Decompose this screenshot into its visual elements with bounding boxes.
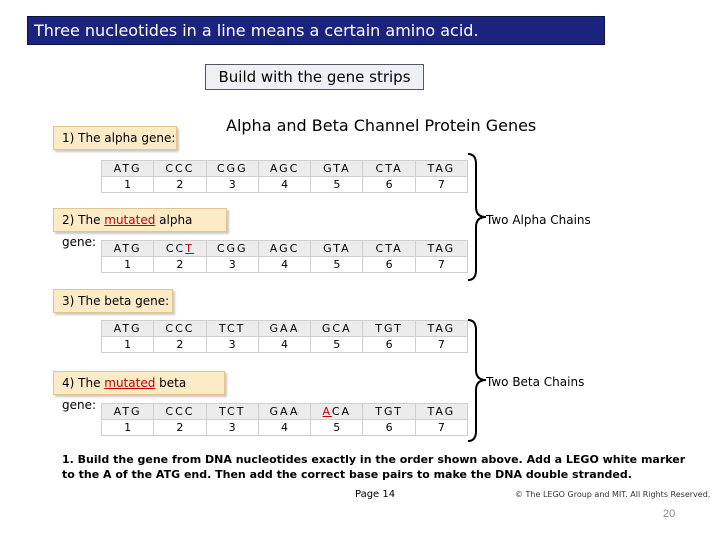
codon-mutated <box>311 404 363 420</box>
codon: ATG <box>102 161 154 177</box>
codon-row-4 <box>102 404 468 420</box>
codon: CCC <box>154 404 206 420</box>
codon-number: 4 <box>258 257 310 273</box>
codon-number: 5 <box>311 337 363 353</box>
codon-number: 2 <box>154 337 206 353</box>
codon-number: 1 <box>102 420 154 436</box>
slide-number: 20 <box>663 508 676 520</box>
codon: GCA <box>311 321 363 337</box>
codon-number: 7 <box>415 257 467 273</box>
codon-number: 4 <box>258 420 310 436</box>
codon-number: 6 <box>363 337 415 353</box>
codon-number: 1 <box>102 257 154 273</box>
codon: GTA <box>311 161 363 177</box>
codon-mutated <box>154 241 206 257</box>
codon: AGC <box>258 241 310 257</box>
gene-label-2-mutated: mutated <box>104 213 156 227</box>
codon-number: 2 <box>154 177 206 193</box>
codon-number: 2 <box>154 420 206 436</box>
gene-label-3 <box>53 289 173 313</box>
codon: TCT <box>206 404 258 420</box>
codon: AGC <box>258 161 310 177</box>
codon-number: 4 <box>258 177 310 193</box>
codon-number: 3 <box>206 257 258 273</box>
gene-label-3-suffix: beta gene: <box>104 294 170 308</box>
gene-strip-1 <box>101 160 468 193</box>
codon-row-3 <box>102 321 468 337</box>
codon: ATG <box>102 241 154 257</box>
codon-number: 7 <box>415 177 467 193</box>
codon-number: 6 <box>363 257 415 273</box>
codon: TAG <box>415 321 467 337</box>
slide-title: Three nucleotides in a line means a certain amino acid. <box>27 16 605 45</box>
gene-strip-2 <box>101 240 468 273</box>
gene-label-1-prefix: 1) The <box>62 131 105 145</box>
codon: GAA <box>258 321 310 337</box>
codon: CGG <box>206 241 258 257</box>
codon-number: 5 <box>311 420 363 436</box>
gene-strip-3 <box>101 320 468 353</box>
codon: CTA <box>363 241 415 257</box>
figure-heading: Alpha and Beta Channel Protein Genes <box>226 116 537 135</box>
codon-row-2 <box>102 241 468 257</box>
codon-number: 4 <box>258 337 310 353</box>
codon-number: 3 <box>206 337 258 353</box>
page-label: Page 14 <box>355 489 396 500</box>
codon-number: 6 <box>363 420 415 436</box>
number-row-4 <box>102 420 468 436</box>
gene-label-4-mutated: mutated <box>104 376 156 390</box>
gene-strip-4 <box>101 403 468 436</box>
gene-label-3-prefix: 3) The <box>62 294 105 308</box>
codon: CTA <box>363 161 415 177</box>
codon-number: 1 <box>102 177 154 193</box>
codon: ATG <box>102 321 154 337</box>
beta-chains-label: Two Beta Chains <box>486 375 585 389</box>
codon-number: 7 <box>415 337 467 353</box>
codon-number: 7 <box>415 420 467 436</box>
codon: TGT <box>363 404 415 420</box>
gene-label-4-suffix: beta gene: <box>62 376 187 412</box>
copyright-notice: © The LEGO Group and MIT. All Rights Reserved. <box>515 490 711 499</box>
number-row-3 <box>102 337 468 353</box>
instruction-text: 1. Build the gene from DNA nucleotides exactly in the order shown above. Add a LEGO white marker to the A of the ATG end. Then add the correct base pairs to make the DNA double stranded. <box>62 453 686 481</box>
codon-number: 6 <box>363 177 415 193</box>
codon: ATG <box>102 404 154 420</box>
gene-label-1-suffix: alpha gene: <box>104 131 176 145</box>
alpha-brace-icon <box>466 152 488 282</box>
alpha-chains-label: Two Alpha Chains <box>486 213 591 227</box>
codon: GTA <box>311 241 363 257</box>
nucleotide: C <box>165 242 176 255</box>
mutated-codon-text <box>323 405 352 418</box>
subtitle-box: Build with the gene strips <box>205 64 424 90</box>
nucleotide: A <box>341 405 352 418</box>
nucleotide: C <box>331 405 342 418</box>
codon-number: 2 <box>154 257 206 273</box>
codon-number: 5 <box>311 257 363 273</box>
codon: GAA <box>258 404 310 420</box>
codon-number: 3 <box>206 177 258 193</box>
mutated-nucleotide: A <box>322 405 332 418</box>
gene-label-1 <box>53 126 177 150</box>
number-row-2 <box>102 257 468 273</box>
codon-number: 3 <box>206 420 258 436</box>
codon: TGT <box>363 321 415 337</box>
codon-row-1 <box>102 161 468 177</box>
codon: CCC <box>154 161 206 177</box>
mutated-nucleotide: T <box>185 242 194 255</box>
codon: TAG <box>415 404 467 420</box>
gene-label-2-prefix: 2) The <box>62 213 105 227</box>
codon: CCC <box>154 321 206 337</box>
nucleotide: C <box>175 242 186 255</box>
number-row-1 <box>102 177 468 193</box>
beta-brace-icon <box>466 318 488 443</box>
codon: TAG <box>415 161 467 177</box>
gene-label-2-suffix: alpha gene: <box>62 213 193 249</box>
codon: TCT <box>206 321 258 337</box>
codon-number: 5 <box>311 177 363 193</box>
codon: CGG <box>206 161 258 177</box>
gene-label-4-prefix: 4) The <box>62 376 105 390</box>
codon-number: 1 <box>102 337 154 353</box>
mutated-codon-text <box>166 242 194 255</box>
codon: TAG <box>415 241 467 257</box>
